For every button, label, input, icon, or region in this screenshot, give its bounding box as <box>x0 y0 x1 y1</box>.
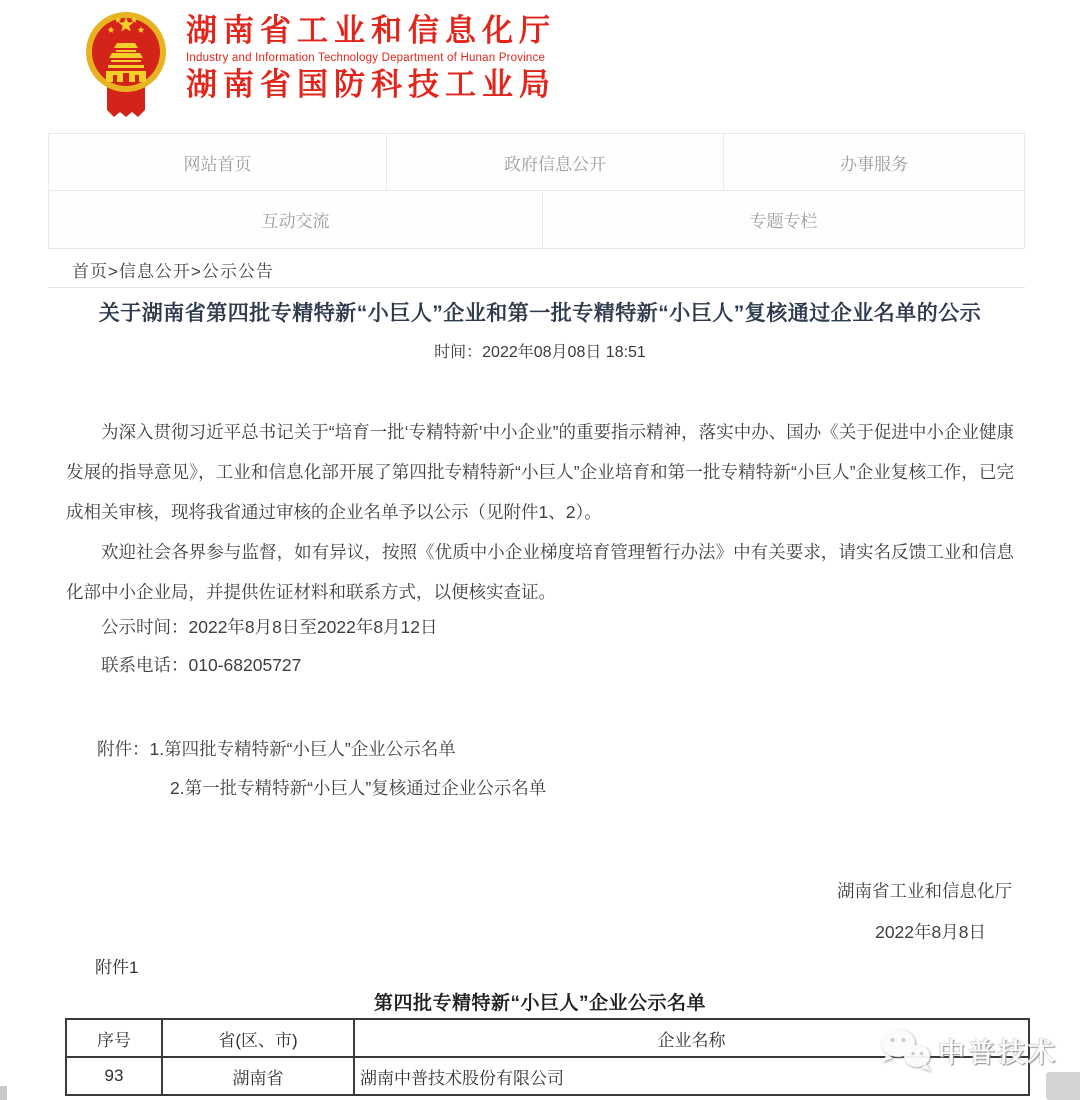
corner-block <box>1046 1072 1080 1100</box>
paragraph-2: 欢迎社会各界参与监督，如有异议，按照《优质中小企业梯度培育管理暂行办法》中有关要求，请实名反馈工业和信息化部中小企业局，并提供佐证材料和联系方式，以便核实查证。 <box>66 542 1014 602</box>
nav-item-home[interactable]: 网站首页 <box>49 134 387 190</box>
paragraph-1: 为深入贯彻习近平总书记关于“培育一批‘专精特新’中小企业”的重要指示精神，落实中办、国办《关于促进中小企业健康发展的指导意见》，工业和信息化部开展了第四批专精特新“小巨人”企业培育和第一批专精特新“小巨人”企业复核工作，已完成相关审核，现将我省通过审核的企业名单予以公示（见附件1、2）。 <box>66 422 1014 522</box>
edge-mark <box>0 1086 7 1100</box>
watermark <box>876 1026 1058 1074</box>
publish-time: 时间：2022年08月08日 18:51 <box>434 344 646 361</box>
org-names <box>186 12 556 104</box>
header-serial-no: 序号 <box>66 1019 162 1057</box>
nav-item-services[interactable]: 办事服务 <box>840 154 908 174</box>
header-province: 省(区、市) <box>162 1019 354 1057</box>
org-name-en: Industry and Information Technology Department of Hunan Province <box>186 52 546 64</box>
attachment-link-2[interactable]: 2.第一批专精特新“小巨人”复核通过企业公示名单 <box>170 778 547 798</box>
attachment1-label: 附件1 <box>95 958 139 977</box>
nav-item-gov-info[interactable]: 政府信息公开 <box>387 134 724 190</box>
main-nav <box>48 133 1025 249</box>
header-company-name: 企业名称 <box>354 1019 1029 1057</box>
attachment-line-1 <box>97 730 546 769</box>
page-title: 关于湖南省第四批专精特新“小巨人”企业和第一批专精特新“小巨人”复核通过企业名单的公示 <box>98 302 982 325</box>
org-name-cn-2: 湖南省国防科技工业局 <box>186 67 556 102</box>
nav-row-2 <box>49 191 1024 248</box>
watermark-text: 中普技术 <box>938 1037 1058 1068</box>
table-title: 第四批专精特新“小巨人”企业公示名单 <box>373 993 706 1014</box>
cell-province: 湖南省 <box>162 1057 354 1095</box>
signature-date: 2022年8月8日 <box>875 922 986 942</box>
attachments-block <box>97 730 546 808</box>
signature-org: 湖南省工业和信息化厅 <box>837 881 1012 901</box>
signature-block <box>837 878 1012 944</box>
breadcrumb[interactable]: 首页>信息公开>公示公告 <box>72 262 274 281</box>
org-name-cn-1: 湖南省工业和信息化厅 <box>186 13 556 48</box>
article-meta <box>101 608 438 684</box>
wechat-icon <box>876 1026 934 1074</box>
nav-item-special-columns[interactable]: 专题专栏 <box>749 212 818 231</box>
attachment-link-1[interactable]: 1.第四批专精特新“小巨人”企业公示名单 <box>149 739 456 759</box>
contact-phone: 联系电话：010-68205727 <box>101 655 302 675</box>
breadcrumb-bar <box>48 249 1025 288</box>
site-header <box>0 0 1080 130</box>
nav-row-1 <box>49 134 1024 191</box>
notice-period: 公示时间：2022年8月8日至2022年8月12日 <box>101 617 438 637</box>
china-national-emblem-icon <box>85 8 167 120</box>
cell-serial-no: 93 <box>66 1057 162 1095</box>
attachments-label: 附件： <box>97 739 150 759</box>
article-body <box>66 412 1014 612</box>
cell-company-name: 湖南中普技术股份有限公司 <box>354 1057 1029 1095</box>
national-emblem-logo <box>85 8 167 120</box>
nav-item-interaction[interactable]: 互动交流 <box>49 191 543 248</box>
attachment-line-2 <box>170 769 546 808</box>
